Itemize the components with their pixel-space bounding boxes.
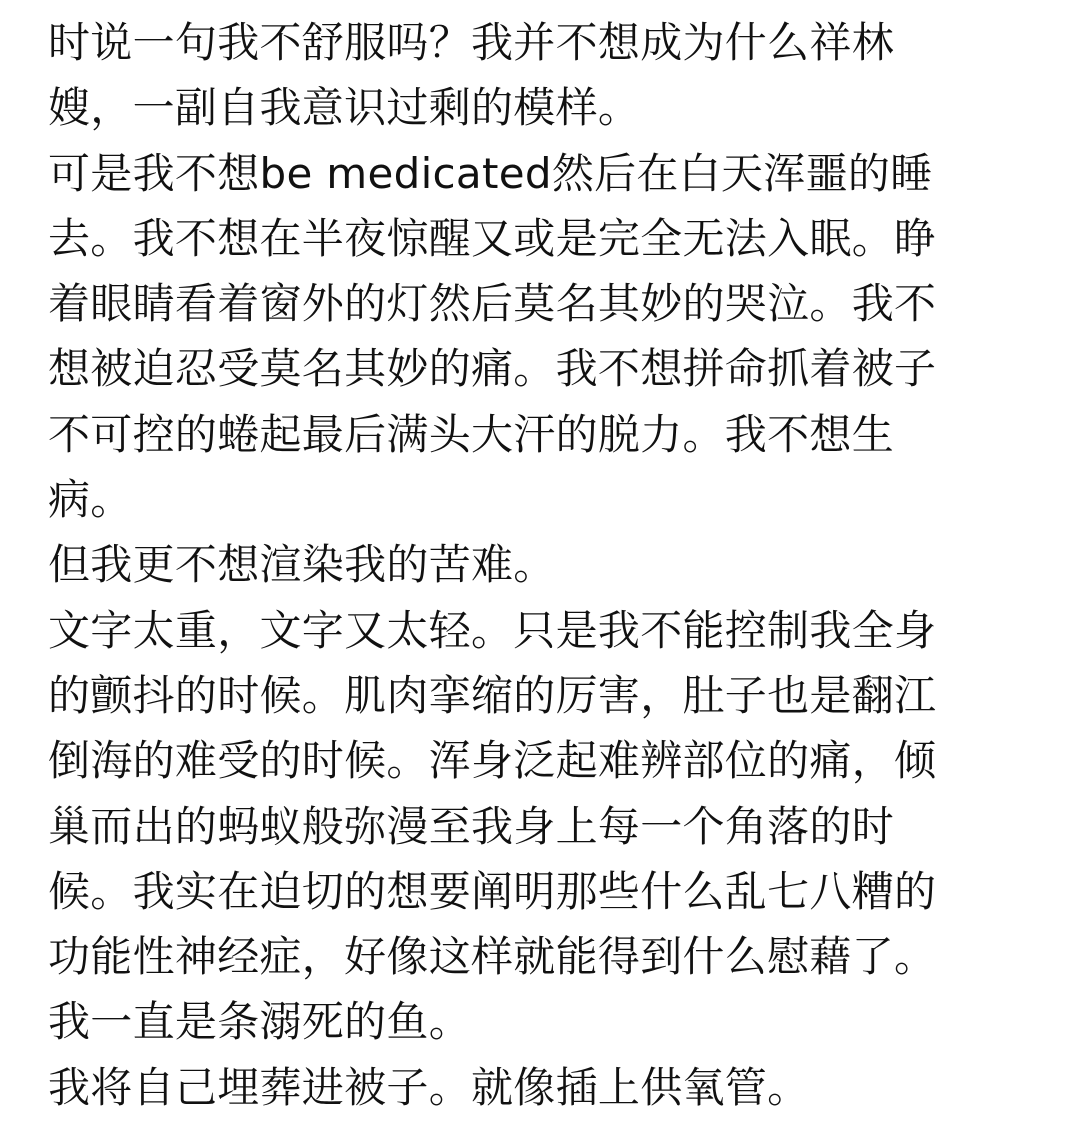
text-line: 去。我不想在半夜惊醒又或是完全无法入眠。睁 [48, 213, 937, 263]
text-line: 嫂，一副自我意识过剩的模样。 [48, 83, 641, 133]
text-line: 想被迫忍受莫名其妙的痛。我不想拼命抓着被子 [48, 344, 937, 394]
text-line: 时说一句我不舒服吗？我并不想成为什么祥林 [48, 18, 895, 67]
text-line: 着眼睛看着窗外的灯然后莫名其妙的哭泣。我不 [48, 279, 937, 329]
text-line: 我将自己埋葬进被子。就像插上供氧管。 [48, 1062, 810, 1112]
text-line: 我一直是条溺死的鱼。 [48, 997, 472, 1047]
text-line: 倒海的难受的时候。浑身泛起难辨部位的痛，倾 [48, 736, 937, 786]
article-body [48, 10, 1048, 1120]
text-line: 可是我不想be medicated然后在白天浑噩的睡 [48, 148, 933, 198]
text-line: 的颤抖的时候。肌肉挛缩的厉害，肚子也是翻江 [48, 670, 937, 720]
text-line: 但我更不想渲染我的苦难。 [48, 540, 556, 590]
text-line: 病。 [48, 475, 133, 525]
text-line: 文字太重，文字又太轻。只是我不能控制我全身 [48, 605, 937, 655]
text-line: 功能性神经症，好像这样就能得到什么慰藉了。 [48, 932, 937, 982]
text-line: 巢而出的蚂蚁般弥漫至我身上每一个角落的时 [48, 801, 895, 851]
text-line: 候。我实在迫切的想要阐明那些什么乱七八糟的 [48, 866, 937, 916]
text-line: 不可控的蜷起最后满头大汗的脱力。我不想生 [48, 409, 895, 459]
